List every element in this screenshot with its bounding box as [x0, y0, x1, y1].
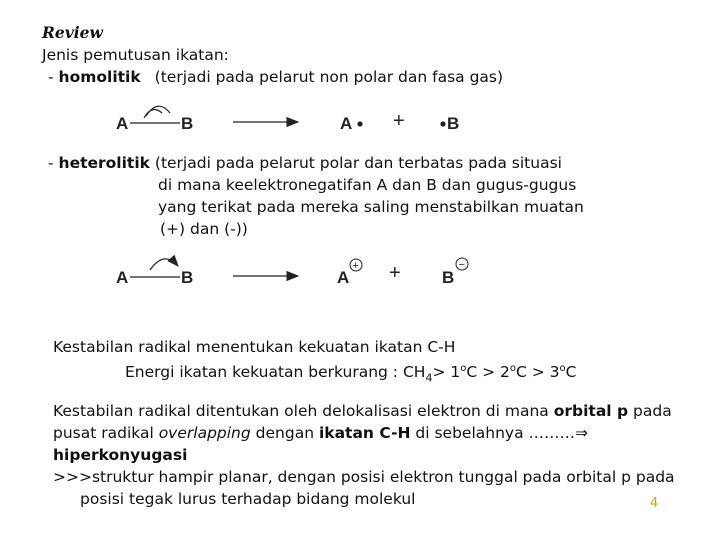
heterolytic-product-a: A — [337, 268, 350, 287]
heterolytic-product-b: B — [442, 268, 455, 287]
radical-dot-b — [440, 121, 445, 126]
overlapping-term: overlapping — [158, 424, 251, 442]
heterolytic-desc-2: di mana keelektronegatifan A dan B dan gugus-gugus — [158, 176, 577, 194]
delocalization-text-1-end: pada — [628, 402, 672, 420]
negative-charge-sign: − — [458, 259, 465, 271]
delocalization-text-2-mid: dengan — [250, 424, 319, 442]
homolytic-atom-a: A — [116, 114, 129, 133]
gt-primary: > 1 — [432, 363, 461, 382]
homolytic-desc: (terjadi pada pelarut non polar dan fasa gas) — [154, 68, 504, 86]
heterolytic-plus: + — [389, 262, 401, 284]
curved-arrow — [150, 259, 178, 270]
carbon-tertiary: C — [565, 363, 577, 382]
homolytic-atom-b: B — [181, 114, 194, 133]
heterolytic-scheme — [116, 258, 468, 287]
homolytic-term: homolitik — [58, 68, 141, 86]
heterolytic-atom-a: A — [116, 268, 129, 287]
delocalization-line1 — [53, 400, 672, 422]
homolytic-product-b: B — [447, 114, 460, 133]
homolytic-product-a: A — [340, 114, 353, 133]
fishhook-arrow-right — [146, 106, 170, 116]
structure-note-line1: >>>struktur hampir planar, dengan posisi elektron tunggal pada orbital p pada — [53, 468, 675, 486]
structure-note-line2: posisi tegak lurus terhadap bidang molekul — [80, 490, 416, 508]
slide-title: Review — [42, 23, 103, 42]
radical-dot-a — [357, 121, 362, 126]
page-number: 4 — [650, 496, 659, 511]
degree-1: o — [460, 363, 467, 374]
orbital-p-term: orbital p — [553, 402, 629, 420]
gt-tertiary: C > 3 — [516, 363, 560, 382]
fishhook-arrow-left — [144, 109, 162, 118]
heterolytic-desc-1: (terjadi pada pelarut polar dan terbatas pada situasi — [154, 154, 562, 172]
homolytic-plus: + — [393, 110, 405, 132]
homolytic-bullet: - — [48, 68, 59, 86]
delocalization-line2 — [53, 422, 588, 444]
heterolytic-term: heterolitik — [58, 154, 150, 172]
gt-secondary: C > 2 — [466, 363, 510, 382]
subscript-4: 4 — [425, 371, 433, 385]
section-heading: Jenis pemutusan ikatan: — [42, 46, 229, 64]
delocalization-text-2-end: di sebelahnya ………⇒ — [410, 424, 589, 442]
heterolytic-line — [48, 152, 562, 174]
degree-2: o — [509, 363, 516, 374]
positive-charge-sign: + — [352, 260, 359, 272]
degree-3: o — [559, 363, 566, 374]
hyperconjugation-term: hiperkonyugasi — [53, 446, 188, 464]
delocalization-text-2: pusat radikal — [53, 424, 159, 442]
radical-strength-line1: Kestabilan radikal menentukan kekuatan ikatan C-H — [53, 338, 456, 356]
heterolytic-bullet: - — [48, 154, 59, 172]
ch-bond-term: ikatan C-H — [318, 424, 411, 442]
homolytic-scheme — [116, 106, 459, 133]
heterolytic-desc-3: yang terikat pada mereka saling menstabilkan muatan — [158, 198, 584, 216]
delocalization-text-1: Kestabilan radikal ditentukan oleh delokalisasi elektron di mana — [53, 402, 554, 420]
radical-strength-line2 — [125, 358, 576, 389]
heterolytic-atom-b: B — [181, 268, 194, 287]
heterolytic-desc-4: (+) dan (-)) — [160, 220, 248, 238]
bond-energy-prefix: Energi ikatan kekuatan berkurang : CH — [125, 363, 426, 382]
